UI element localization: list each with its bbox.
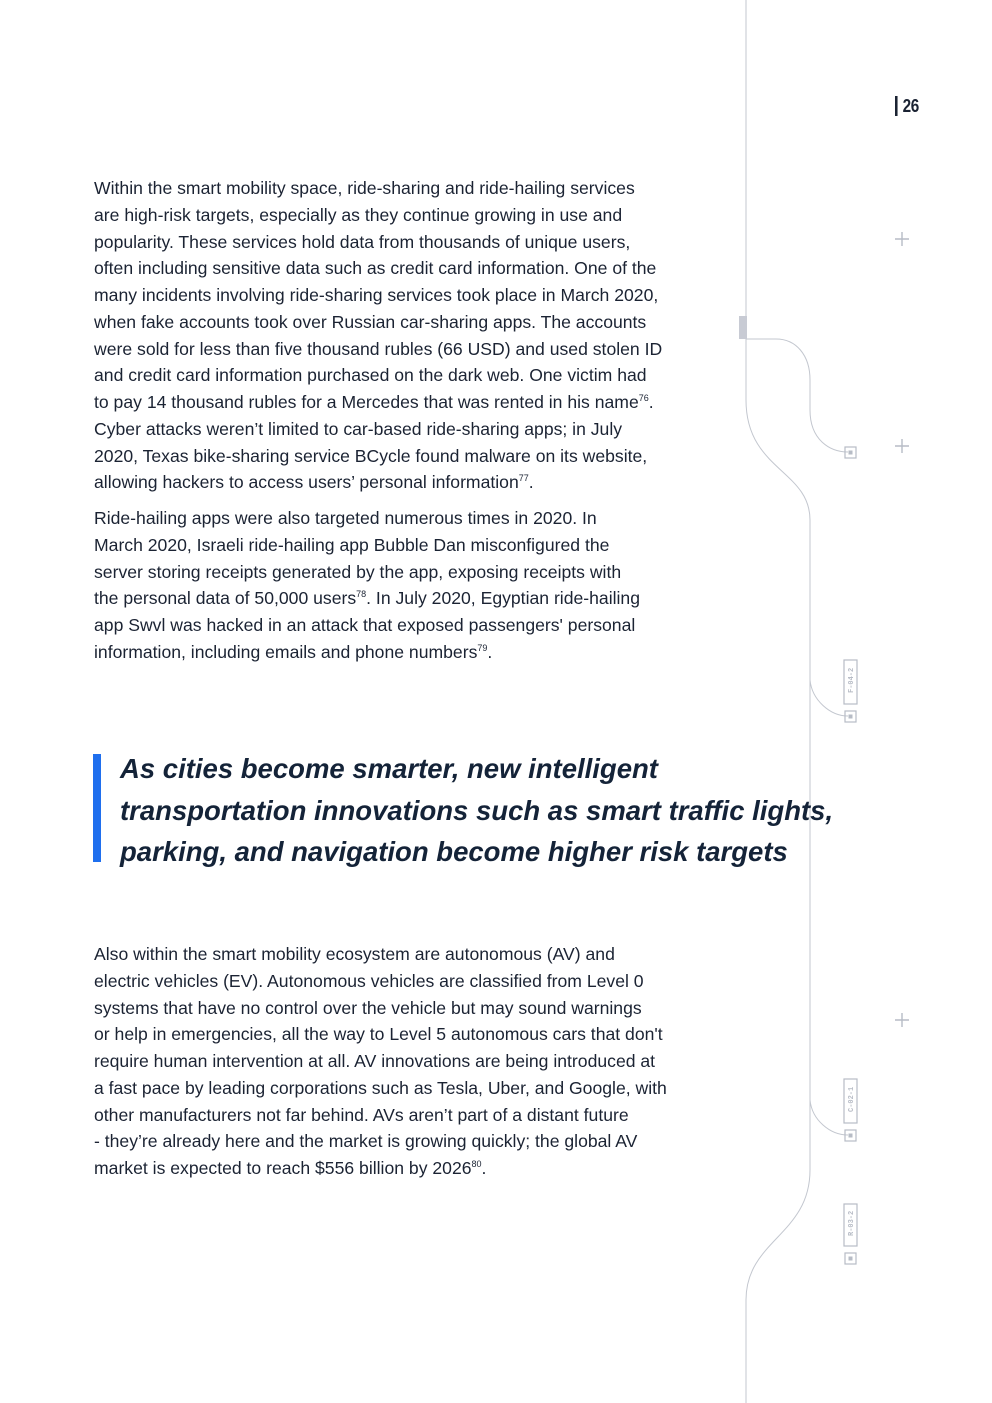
text-line: the personal data of 50,000 users$^{78}$. In July 2020, Egyptian ride-hailing	[94, 588, 641, 609]
circuit-branch-2	[810, 680, 848, 716]
text-line: - they’re already here and the market is growing quickly; the global AV	[94, 1131, 638, 1152]
text-line: Ride-hailing apps were also targeted numerous times in 2020. In	[94, 508, 597, 528]
paragraph-ride-hailing	[94, 505, 704, 666]
paragraph-autonomous-vehicles	[94, 941, 704, 1182]
text-line: often including sensitive data such as credit card information. One of the	[94, 258, 657, 279]
circuit-node-3	[845, 1130, 856, 1141]
text-line: other manufacturers not far behind. AVs aren’t part of a distant future	[94, 1104, 629, 1125]
plus-mark-1	[895, 232, 909, 246]
footnote-ref[interactable]: 79	[477, 642, 488, 653]
text-line: systems that have no control over the vehicle but may sound warnings	[94, 997, 642, 1018]
text-line: electric vehicles (EV). Autonomous vehicles are classified from Level 0	[94, 970, 644, 991]
text-line: or help in emergencies, all the way to Level 5 autonomous cars that don't	[94, 1024, 663, 1045]
footnote-ref[interactable]: 77	[518, 473, 529, 484]
paragraph-ride-sharing	[94, 175, 704, 496]
chip-label-1-box	[844, 660, 857, 704]
circuit-branch-3	[810, 1100, 848, 1135]
pull-quote-line: transportation innovations such as smart traffic lights,	[120, 794, 834, 826]
circuit-node-2	[845, 711, 856, 722]
text-line: are high-risk targets, especially as they continue growing in use and	[94, 204, 623, 225]
page-number: 26	[895, 96, 919, 116]
pull-quote-accent-bar	[93, 754, 101, 862]
text-line: Cyber attacks weren’t limited to car-based ride-sharing apps; in July	[94, 418, 623, 439]
text-line: popularity. These services hold data from thousands of unique users,	[94, 231, 631, 252]
circuit-node-1	[845, 447, 856, 458]
text-line: require human intervention at all. AV innovations are being introduced at	[94, 1051, 656, 1071]
chip-label-2-box	[844, 1079, 857, 1123]
footnote-ref[interactable]: 78	[356, 589, 367, 600]
text-line: market is expected to reach $556 billion by 2026$^{80}$.	[94, 1158, 487, 1178]
text-line: app Swvl was hacked in an attack that exposed passengers' personal	[94, 615, 636, 635]
chip-label-3-box	[844, 1204, 857, 1246]
pull-quote-line: As cities become smarter, new intelligent	[120, 753, 658, 784]
text-line: and credit card information purchased on the dark web. One victim had	[94, 365, 647, 386]
plus-mark-3	[895, 1013, 909, 1027]
text-line: Also within the smart mobility ecosystem are autonomous (AV) and	[94, 944, 615, 964]
text-line: allowing hackers to access users’ personal information$^{77}$.	[94, 472, 534, 493]
pull-quote-text	[120, 748, 833, 873]
text-line: information, including emails and phone numbers$^{79}$.	[94, 641, 493, 662]
text-line: a fast pace by leading corporations such as Tesla, Uber, and Google, with	[94, 1077, 667, 1098]
text-line: 2020, Texas bike-sharing service BCycle found malware on its website,	[94, 445, 648, 466]
text-line: server storing receipts generated by the app, exposing receipts with	[94, 561, 622, 582]
chip-label-3: R-03-2	[848, 1210, 856, 1236]
text-line: were sold for less than five thousand rubles (66 USD) and used stolen ID	[94, 338, 663, 359]
text-line: many incidents involving ride-sharing services took place in March 2020,	[94, 285, 659, 305]
plus-mark-2	[895, 439, 909, 453]
chip-label-1: F-04-2	[848, 667, 856, 693]
footnote-ref[interactable]: 80	[471, 1159, 482, 1169]
text-line: Within the smart mobility space, ride-sharing and ride-hailing services	[94, 178, 635, 198]
text-line: to pay 14 thousand rubles for a Mercedes that was rented in his name$^{76}$.	[94, 392, 654, 412]
text-line: when fake accounts took over Russian car-sharing apps. The accounts	[94, 311, 647, 332]
text-line: March 2020, Israeli ride-hailing app Bubble Dan misconfigured the	[94, 534, 610, 555]
circuit-branch-1	[746, 339, 848, 452]
circuit-node-4	[845, 1253, 856, 1264]
pull-quote-line: parking, and navigation become higher risk targets	[120, 836, 788, 867]
circuit-main-line	[746, 0, 810, 1403]
footnote-ref[interactable]: 76	[638, 393, 649, 403]
chip-label-2: C-02-1	[848, 1086, 856, 1112]
connector-block	[739, 316, 747, 339]
